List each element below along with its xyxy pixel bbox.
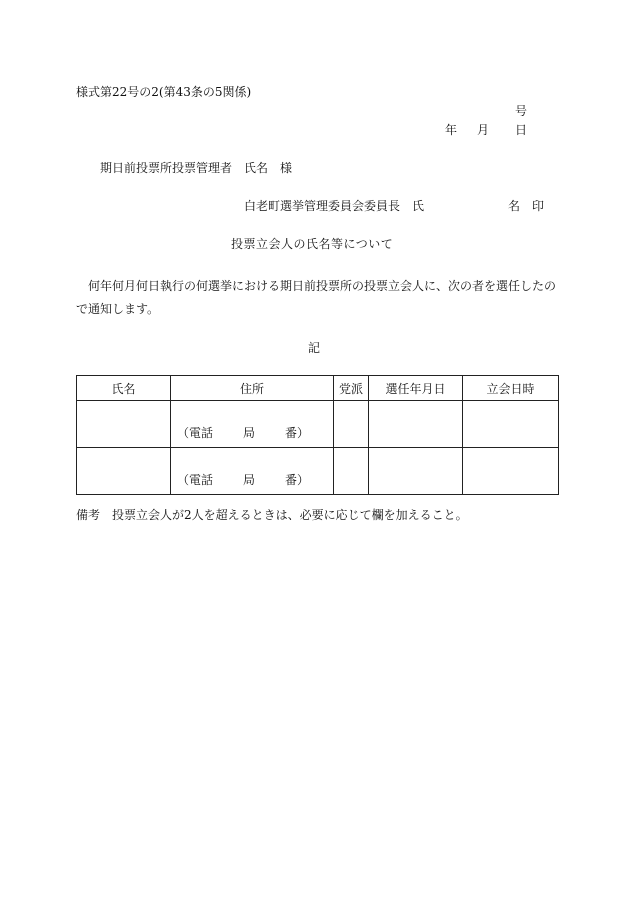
table-row — [77, 448, 559, 495]
date-day: 日 — [515, 123, 528, 137]
sender-line: 白老町選挙管理委員会委員長 氏 名 印 — [244, 199, 545, 213]
cell-attendance-datetime — [463, 448, 559, 495]
addressee: 期日前投票所投票管理者 氏名 様 — [100, 161, 293, 175]
phone-line — [171, 471, 333, 494]
phone-number: 番） — [285, 426, 310, 440]
phone-number: 番） — [285, 473, 310, 487]
table-row — [77, 401, 559, 448]
cell-address — [171, 448, 334, 495]
ki-marker: 記 — [308, 341, 321, 355]
cell-party — [334, 448, 369, 495]
phone-exchange: 局 — [243, 473, 256, 487]
header-address: 住所 — [171, 376, 334, 401]
subject-title: 投票立会人の氏名等について — [231, 237, 394, 251]
cell-appointment-date — [369, 448, 463, 495]
cell-attendance-datetime — [463, 401, 559, 448]
table-header-row — [77, 376, 559, 401]
phone-line — [171, 424, 333, 447]
header-party: 党派 — [334, 376, 369, 401]
header-attendance-datetime: 立会日時 — [463, 376, 559, 401]
phone-open: （電話 — [177, 473, 214, 487]
form-number: 様式第22号の2(第43条の5関係) — [76, 85, 252, 99]
phone-exchange: 局 — [243, 426, 256, 440]
cell-party — [334, 401, 369, 448]
phone-open: （電話 — [177, 426, 214, 440]
date-line — [445, 123, 527, 137]
cell-name — [77, 448, 171, 495]
header-name: 氏名 — [77, 376, 171, 401]
cell-name — [77, 401, 171, 448]
body-paragraph: 何年何月何日執行の何選挙における期日前投票所の投票立会人に、次の者を選任したので通知します。 — [76, 279, 557, 316]
document-number-label: 号 — [515, 104, 528, 118]
header-appointment-date: 選任年月日 — [369, 376, 463, 401]
cell-address — [171, 401, 334, 448]
witness-table — [76, 375, 559, 495]
remarks-note: 備考 投票立会人が2人を超えるときは、必要に応じて欄を加えること。 — [76, 508, 468, 522]
date-month: 月 — [477, 123, 490, 137]
cell-appointment-date — [369, 401, 463, 448]
date-year: 年 — [445, 123, 458, 137]
